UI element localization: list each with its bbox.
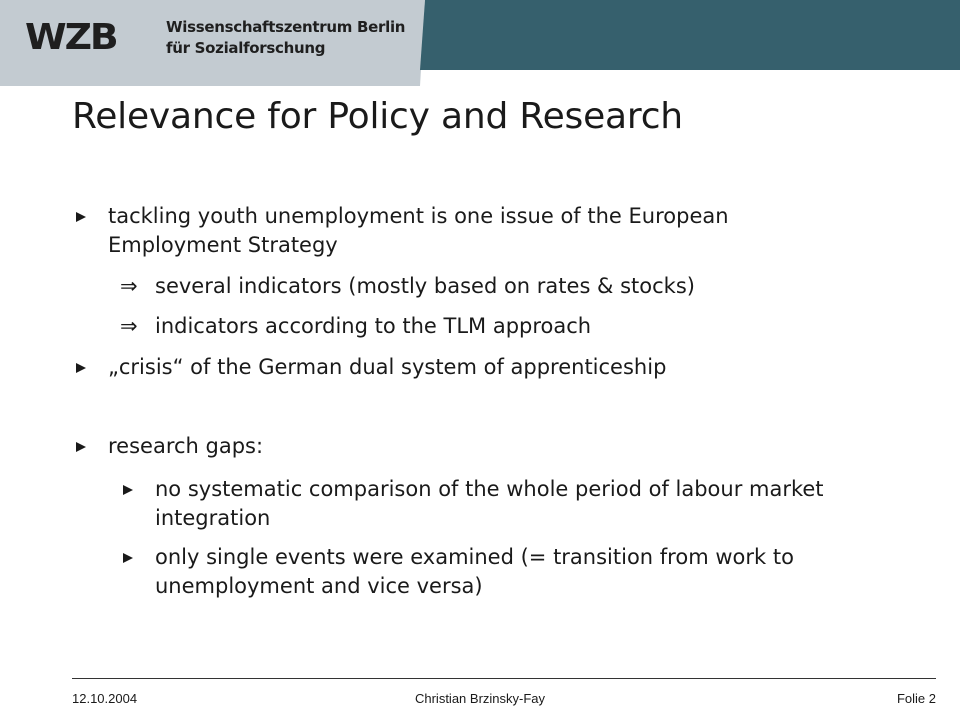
bullet-text: „crisis“ of the German dual system of apprenticeship <box>108 355 667 379</box>
footer-page-number: Folie 2 <box>896 691 936 706</box>
institute-name-line2: für Sozialforschung <box>166 39 326 57</box>
implies-arrow-icon: ⇒ <box>120 314 138 338</box>
implies-text: several indicators (mostly based on rates & stocks) <box>155 274 695 298</box>
footer-author: Christian Brzinsky-Fay <box>414 691 546 706</box>
header-bands <box>0 0 960 86</box>
triangle-bullet-icon <box>123 485 133 495</box>
institute-name <box>166 17 405 59</box>
bullet-text: research gaps: <box>108 434 264 458</box>
implies-text: indicators according to the TLM approach <box>155 314 592 338</box>
bullet-text: tackling youth unemployment is one issue of the European Employment Strategy <box>108 204 729 257</box>
triangle-bullet-icon <box>123 553 133 563</box>
sub-bullet-text: only single events were examined (= transition from work to unemployment and vice versa) <box>155 545 794 598</box>
slide-title: Relevance for Policy and Research <box>72 96 683 137</box>
triangle-bullet-icon <box>76 363 86 373</box>
triangle-bullet-icon <box>76 442 86 452</box>
implies-arrow-icon: ⇒ <box>120 274 138 298</box>
slide-header <box>0 0 960 86</box>
footer-divider <box>72 678 936 679</box>
sub-bullet-text: no systematic comparison of the whole period of labour market integration <box>155 477 824 530</box>
triangle-bullet-icon <box>76 212 86 222</box>
institute-name-line1: Wissenschaftszentrum Berlin <box>166 18 406 36</box>
header-teal-band <box>420 0 960 70</box>
wzb-logo: WZB <box>25 17 117 58</box>
footer-date: 12.10.2004 <box>72 691 138 706</box>
